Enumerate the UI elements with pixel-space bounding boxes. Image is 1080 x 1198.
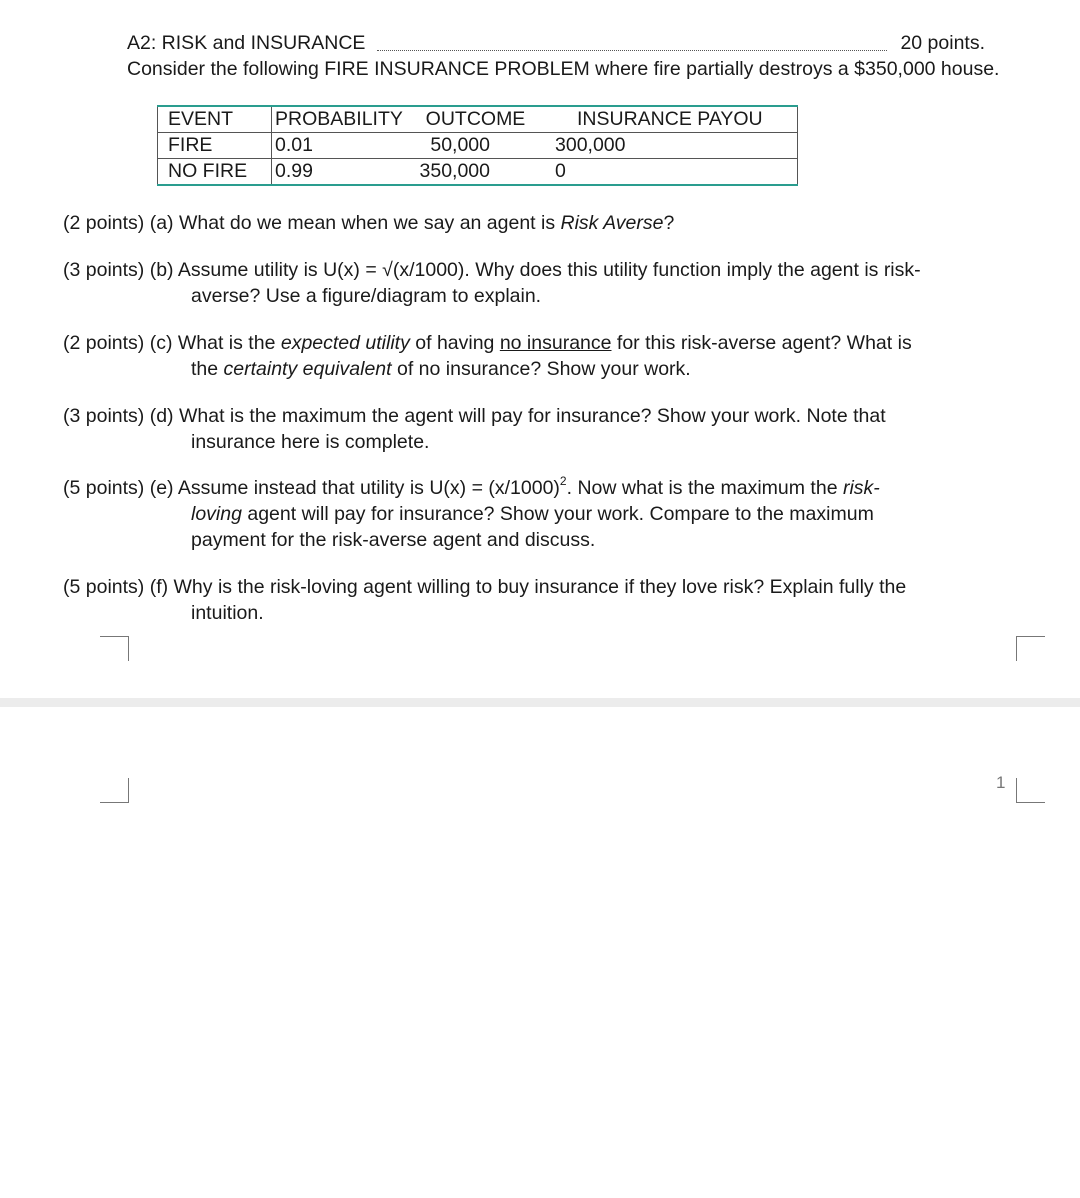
cell-outcome: 50,000: [408, 133, 543, 159]
question-label: (2 points) (a): [63, 212, 174, 234]
question-b-line-1: (3 points) (b) Assume utility is U(x) = √(x/1000). Why does this utility function imply the agent is risk-: [63, 259, 921, 281]
question-label: (3 points) (b): [63, 259, 174, 281]
margin-corner-mark: [1016, 636, 1045, 661]
question-f-line-2: intuition.: [191, 602, 264, 624]
page-separator: [0, 698, 1080, 707]
question-b: [63, 257, 1053, 309]
table-row: [158, 159, 798, 186]
question-d-line-2: insurance here is complete.: [191, 431, 430, 453]
question-e-line-3: payment for the risk-averse agent and discuss.: [191, 529, 596, 551]
question-c-line-1: (2 points) (c) What is the expected utility of having no insurance for this risk-averse agent? What is: [63, 332, 912, 354]
question-a-line-1: (2 points) (a) What do we mean when we say an agent is Risk Averse?: [63, 212, 675, 234]
header-outcome: OUTCOME: [408, 106, 543, 133]
question-label: (5 points) (e): [63, 477, 174, 499]
heading-leader-dots: [377, 50, 887, 51]
cell-probability: 0.01: [272, 133, 409, 159]
margin-corner-mark: [100, 778, 129, 803]
margin-corner-mark: [100, 636, 129, 661]
page-number: 1: [996, 773, 1006, 792]
question-f-line-1: (5 points) (f) Why is the risk-loving agent willing to buy insurance if they love risk? Explain fully the: [63, 576, 907, 598]
question-e-line-2: loving agent will pay for insurance? Show your work. Compare to the maximum: [191, 503, 874, 525]
previous-text-cutoff: [0, 0, 1080, 4]
question-d-line-1: (3 points) (d) What is the maximum the agent will pay for insurance? Show your work. Note that: [63, 405, 886, 427]
header-insurance-payout: INSURANCE PAYOU: [543, 106, 798, 133]
cell-event: NO FIRE: [158, 159, 272, 186]
question-c: [63, 330, 1053, 382]
question-d: [63, 403, 1053, 455]
question-a: [63, 210, 1053, 236]
margin-corner-mark: [1016, 778, 1045, 803]
question-e-line-1: (5 points) (e) Assume instead that utility is $U(x) = (x/1000)^2$. Now what is the maximum the risk-: [63, 473, 880, 499]
question-label: (3 points) (d): [63, 405, 174, 427]
section-points: 20 points.: [900, 32, 985, 54]
cell-insurance-payout: 0: [555, 160, 566, 182]
cell-probability: 0.99: [275, 160, 313, 182]
cell-event: FIRE: [158, 133, 272, 159]
question-c-line-2: the certainty equivalent of no insurance? Show your work.: [191, 358, 691, 380]
fire-insurance-table: [157, 105, 798, 186]
header-event: EVENT: [158, 106, 272, 133]
question-label: (2 points) (c): [63, 332, 173, 354]
table-header-row: [158, 106, 798, 133]
question-e: [63, 475, 1053, 553]
table-row: [158, 133, 798, 159]
cell-outcome: 350,000: [419, 160, 490, 182]
header-probability: PROBABILITY: [272, 106, 409, 133]
question-f: [63, 574, 1053, 626]
problem-intro: Consider the following FIRE INSURANCE PROBLEM where fire partially destroys a $350,000 house.: [127, 58, 1000, 80]
question-b-line-2: averse? Use a figure/diagram to explain.: [191, 285, 542, 307]
cell-insurance-payout: 300,000: [543, 133, 798, 159]
section-title: A2: RISK and INSURANCE: [127, 32, 366, 54]
section-heading: [127, 30, 985, 56]
question-label: (5 points) (f): [63, 576, 169, 598]
